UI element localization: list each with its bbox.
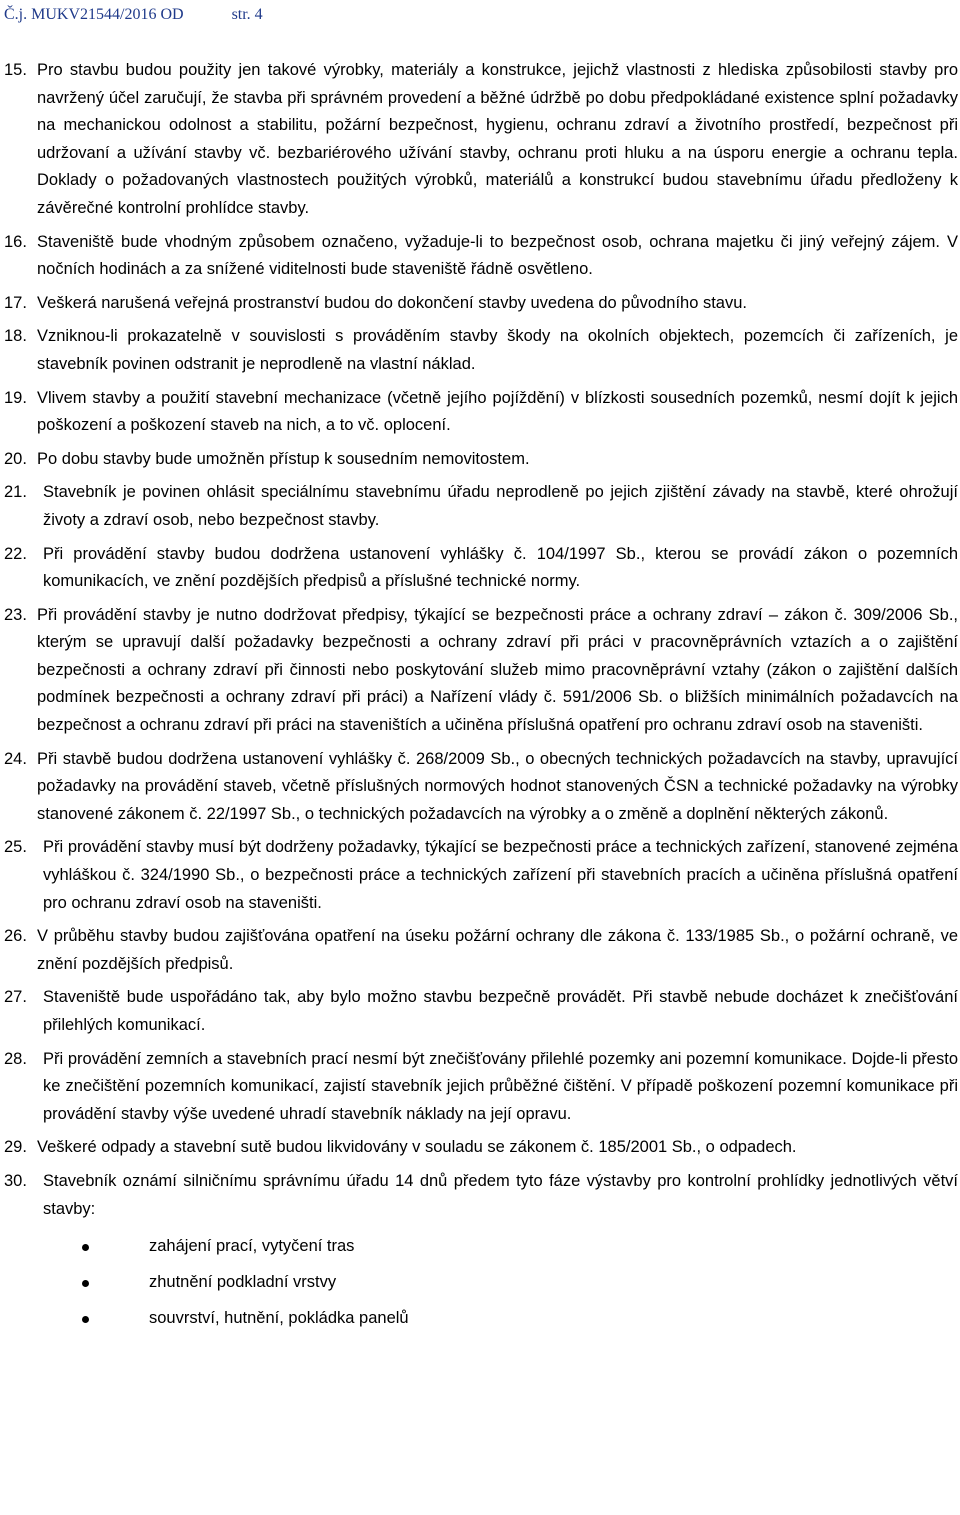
list-item <box>4 479 958 534</box>
bullet-icon <box>82 1244 89 1251</box>
list-item <box>4 446 958 474</box>
item-number: 20. <box>4 449 27 468</box>
item-text: Vzniknou-li prokazatelně v souvislosti s prováděním stavby škody na okolních objektech, pozemcích či zařízeních, je stavebník povinen odstranit je neprodleně na vlastní náklad. <box>37 327 958 373</box>
list-item <box>4 602 958 740</box>
item-text: Po dobu stavby bude umožněn přístup k sousedním nemovitostem. <box>37 449 530 468</box>
bullet-text: souvrství, hutnění, pokládka panelů <box>149 1309 409 1328</box>
item-number: 19. <box>4 388 27 407</box>
item-text: Při provádění stavby budou dodržena ustanovení vyhlášky č. 104/1997 Sb., kterou se provádí zákon o pozemních komunikacích, ve znění pozdějších předpisů a příslušné technické normy. <box>43 544 958 591</box>
item-text: Pro stavbu budou použity jen takové výrobky, materiály a konstrukce, jejichž vlastnosti z hlediska způsobilosti stavby pro navržený účel zaručují, že stavba při správném provedení a běžné údržbě po dobu předpokládané existence splní požadavky na mechanickou odolnost a stabilitu, požární bezpečnost, hygienu, ochranu zdraví a životního prostředí, bezpečnost při udržovaní a užívání stavby vč. bezbariérového užívání stavby, ochranu proti hluku a na úsporu energie a ochranu tepla. Doklady o požadovaných vlastnostech použitých výrobků, materiálů a konstrukcí budou stavebnímu úřadu předloženy k závěrečné kontrolní prohlídce stavby. <box>37 61 958 217</box>
bullet-item <box>4 1265 958 1301</box>
item-number: 30. <box>4 1171 27 1190</box>
item-text: Staveniště bude vhodným způsobem označeno, vyžaduje-li to bezpečnost osob, ochrana majetku či jiný veřejný zájem. V nočních hodinách a za snížené viditelnosti bude staveniště řádně osvětleno. <box>37 232 958 279</box>
page-header <box>4 4 263 26</box>
list-item <box>4 984 958 1039</box>
bullet-item <box>4 1301 958 1337</box>
bullet-item <box>4 1229 958 1265</box>
bullet-icon <box>82 1316 89 1323</box>
item-number: 22. <box>4 544 27 563</box>
item-number: 26. <box>4 927 27 946</box>
item-text: Veškeré odpady a stavební sutě budou likvidovány v souladu se zákonem č. 185/2001 Sb., o odpadech. <box>37 1138 797 1157</box>
item-number: 28. <box>4 1049 27 1068</box>
item-text: V průběhu stavby budou zajišťována opatření na úseku požární ochrany dle zákona č. 133/1985 Sb., o požární ochraně, ve znění pozdějších předpisů. <box>37 927 958 973</box>
item-text: Veškerá narušená veřejná prostranství budou do dokončení stavby uvedena do původního stavu. <box>37 293 747 312</box>
list-item <box>4 923 958 978</box>
item-text: Stavebník je povinen ohlásit speciálnímu stavebnímu úřadu neprodleně po jejich zjištění závady na stavbě, které ohrožují životy a zdraví osob, nebo bezpečnost stavby. <box>43 483 958 529</box>
item-number: 27. <box>4 988 27 1007</box>
list-item <box>4 541 958 596</box>
item-number: 16. <box>4 232 27 251</box>
item-number: 18. <box>4 327 27 346</box>
item-number: 21. <box>4 483 27 502</box>
document-body <box>4 57 958 1337</box>
list-item <box>4 1168 958 1223</box>
list-item <box>4 290 958 318</box>
list-item <box>4 746 958 829</box>
bullet-icon <box>82 1280 89 1287</box>
list-item <box>4 834 958 917</box>
list-item <box>4 1134 958 1162</box>
item-text: Při provádění stavby musí být dodrženy požadavky, týkající se bezpečnosti práce a technických zařízení, stanovené zejména vyhláškou č. 324/1990 Sb., o bezpečnosti práce a technických zařízení při stavebních pracích a učiněna příslušná opatření pro ochranu zdraví osob na staveništi. <box>43 838 958 912</box>
reference-number: Č.j. MUKV21544/2016 OD <box>4 6 184 23</box>
item-text: Při provádění zemních a stavebních prací nesmí být znečišťovány přilehlé pozemky ani pozemní komunikace. Dojde-li přesto ke znečištění pozemních komunikací, zajistí stavebník jejich průběžné čištění. V případě poškození pozemní komunikace při provádění stavby výše uvedené uhradí stavebník náklady na její opravu. <box>43 1049 958 1123</box>
list-item <box>4 323 958 378</box>
item-number: 29. <box>4 1138 27 1157</box>
bullet-list <box>4 1229 958 1337</box>
bullet-text: zahájení prací, vytyčení tras <box>149 1237 355 1256</box>
item-text: Vlivem stavby a použití stavební mechanizace (včetně jejího pojíždění) v blízkosti sousedních pozemků, nesmí dojít k jejich poškození a poškození staveb na nich, a to vč. oplocení. <box>37 388 958 435</box>
page-number: str. 4 <box>231 6 263 23</box>
list-item <box>4 1046 958 1129</box>
item-number: 24. <box>4 749 27 768</box>
item-text: Při provádění stavby je nutno dodržovat předpisy, týkající se bezpečnosti práce a ochrany zdraví – zákon č. 309/2006 Sb., kterým se upravují další požadavky bezpečnosti a ochrany zdraví při práci v pracovněprávních vztazích a o zajištění bezpečnosti a ochrany zdraví při činnosti nebo poskytování služeb mimo pracovněprávní vztahy (zákon o zajištění dalších podmínek bezpečnosti a ochrany zdraví při práci) a Nařízení vlády č. 591/2006 Sb. o bližších minimálních požadavcích na bezpečnost a ochranu zdraví při práci na staveništích a učiněna příslušná opatření pro ochranu zdraví osob na staveništi. <box>37 605 958 735</box>
item-number: 17. <box>4 293 27 312</box>
item-text: Staveniště bude uspořádáno tak, aby bylo možno stavbu bezpečně provádět. Při stavbě nebude docházet k znečišťování přilehlých komunikací. <box>43 988 958 1034</box>
item-text: Při stavbě budou dodržena ustanovení vyhlášky č. 268/2009 Sb., o obecných technických požadavcích na stavby, upravující požadavky na provádění staveb, včetně příslušných normových hodnot stanovených ČSN a technické požadavky na výrobky stanovené zákonem č. 22/1997 Sb., o technických požadavcích na výrobky a o změně a doplnění některých zákonů. <box>37 749 958 823</box>
bullet-text: zhutnění podkladní vrstvy <box>149 1273 337 1292</box>
list-item <box>4 57 958 223</box>
item-text: Stavebník oznámí silničnímu správnímu úřadu 14 dnů předem tyto fáze výstavby pro kontrolní prohlídky jednotlivých větví stavby: <box>43 1171 958 1218</box>
list-item <box>4 229 958 284</box>
item-number: 23. <box>4 605 27 624</box>
item-number: 25. <box>4 838 27 857</box>
list-item <box>4 385 958 440</box>
item-number: 15. <box>4 61 27 79</box>
